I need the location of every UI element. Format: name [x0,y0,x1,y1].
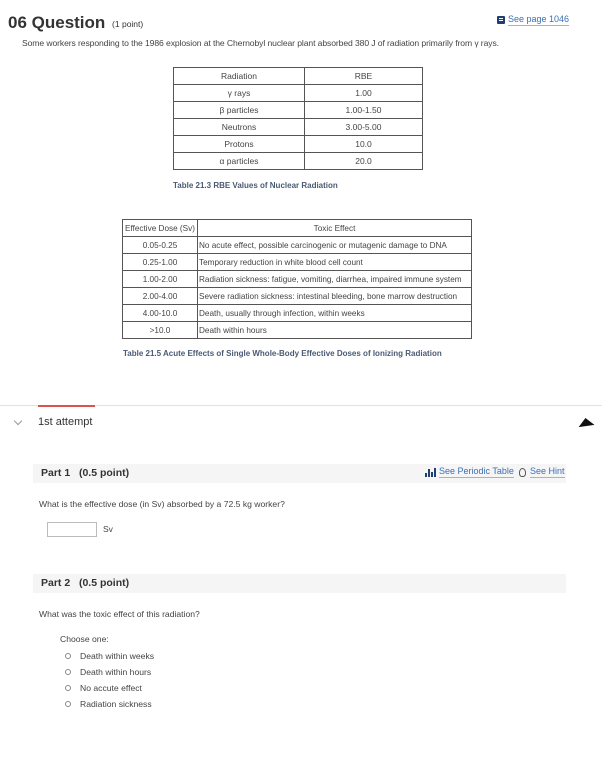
periodic-table-icon [425,468,436,477]
table-row [174,153,423,170]
table-cell: 4.00-10.0 [123,305,198,322]
rbe-table-caption: Table 21.3 RBE Values of Nuclear Radiation [173,181,338,190]
table-row [174,85,423,102]
option-radiation-sickness[interactable] [65,699,152,709]
dose-header-effect: Toxic Effect [198,220,472,237]
dose-header-dose: Effective Dose (Sv) [123,220,198,237]
choose-one-label: Choose one: [60,634,109,644]
table-cell: 0.25-1.00 [123,254,198,271]
table-cell: 1.00-2.00 [123,271,198,288]
table-cell: β particles [174,102,305,119]
table-cell: 0.05-0.25 [123,237,198,254]
part1-title: Part 1 [41,467,71,479]
table-cell: 3.00-5.00 [305,119,423,136]
table-cell: γ rays [174,85,305,102]
table-row [123,305,472,322]
table-cell: Protons [174,136,305,153]
option-label: Death within hours [80,667,152,677]
table-row [123,254,472,271]
option-label: No accute effect [80,683,142,693]
hint-link[interactable] [519,466,565,478]
see-page-label: See page 1046 [508,14,570,24]
table-row [123,322,472,339]
radio-button[interactable] [65,685,71,691]
table-cell: Death, usually through infection, within weeks [198,305,472,322]
table-cell: α particles [174,153,305,170]
periodic-table-link[interactable] [425,466,514,478]
table-row [123,288,472,305]
question-intro: Some workers responding to the 1986 explosion at the Chernobyl nuclear plant absorbed 380 J of radiation primarily from γ rays. [22,38,499,48]
rbe-header-radiation: Radiation [174,68,305,85]
table-cell: 20.0 [305,153,423,170]
part2-header [33,574,566,593]
table-cell: Severe radiation sickness: intestinal bleeding, bone marrow destruction [198,288,472,305]
table-cell: Neutrons [174,119,305,136]
table-cell: 10.0 [305,136,423,153]
table-cell: 1.00 [305,85,423,102]
table-row [174,102,423,119]
question-number-title: 06 Question [8,13,106,32]
part1-question: What is the effective dose (in Sv) absorbed by a 72.5 kg worker? [39,499,285,509]
book-icon [497,16,505,24]
table-row [174,136,423,153]
attempt-indicator-bar [38,405,95,407]
dose-table-caption: Table 21.5 Acute Effects of Single Whole-Body Effective Doses of Ionizing Radiation [123,349,442,358]
option-death-within-hours[interactable] [65,667,151,677]
table-cell: Radiation sickness: fatigue, vomiting, diarrhea, impaired immune system [198,271,472,288]
part1-points: (0.5 point) [78,467,130,479]
table-cell: No acute effect, possible carcinogenic or mutagenic damage to DNA [198,237,472,254]
effective-dose-input[interactable] [47,522,97,537]
question-points: (1 point) [112,19,144,29]
table-row [123,271,472,288]
radio-button[interactable] [65,653,71,659]
question-title [8,13,143,33]
radio-button[interactable] [65,701,71,707]
option-label: Radiation sickness [80,699,152,709]
table-row [123,237,472,254]
periodic-table-label: See Periodic Table [439,466,514,476]
hint-label: See Hint [530,466,565,476]
attempt-label[interactable]: 1st attempt [38,416,93,428]
table-cell: Temporary reduction in white blood cell count [198,254,472,271]
lightbulb-icon [519,468,526,477]
table-header-row [174,68,423,85]
table-row [174,119,423,136]
answer-unit: Sv [103,524,113,534]
option-death-within-weeks[interactable] [65,651,154,661]
rbe-header-rbe: RBE [305,68,423,85]
part2-points: (0.5 point) [78,577,130,589]
table-cell: 1.00-1.50 [305,102,423,119]
table-cell: 2.00-4.00 [123,288,198,305]
option-label: Death within weeks [80,651,155,661]
table-cell: >10.0 [123,322,198,339]
arrow-up-icon[interactable] [578,417,595,427]
chevron-down-icon[interactable] [14,417,22,425]
radio-button[interactable] [65,669,71,675]
table-cell: Death within hours [198,322,472,339]
table-header-row [123,220,472,237]
dose-table [122,219,472,339]
part2-question: What was the toxic effect of this radiation? [39,609,200,619]
rbe-table [173,67,423,170]
option-no-acute-effect[interactable] [65,683,142,693]
see-page-link[interactable] [497,14,569,26]
part2-title: Part 2 [41,577,71,589]
